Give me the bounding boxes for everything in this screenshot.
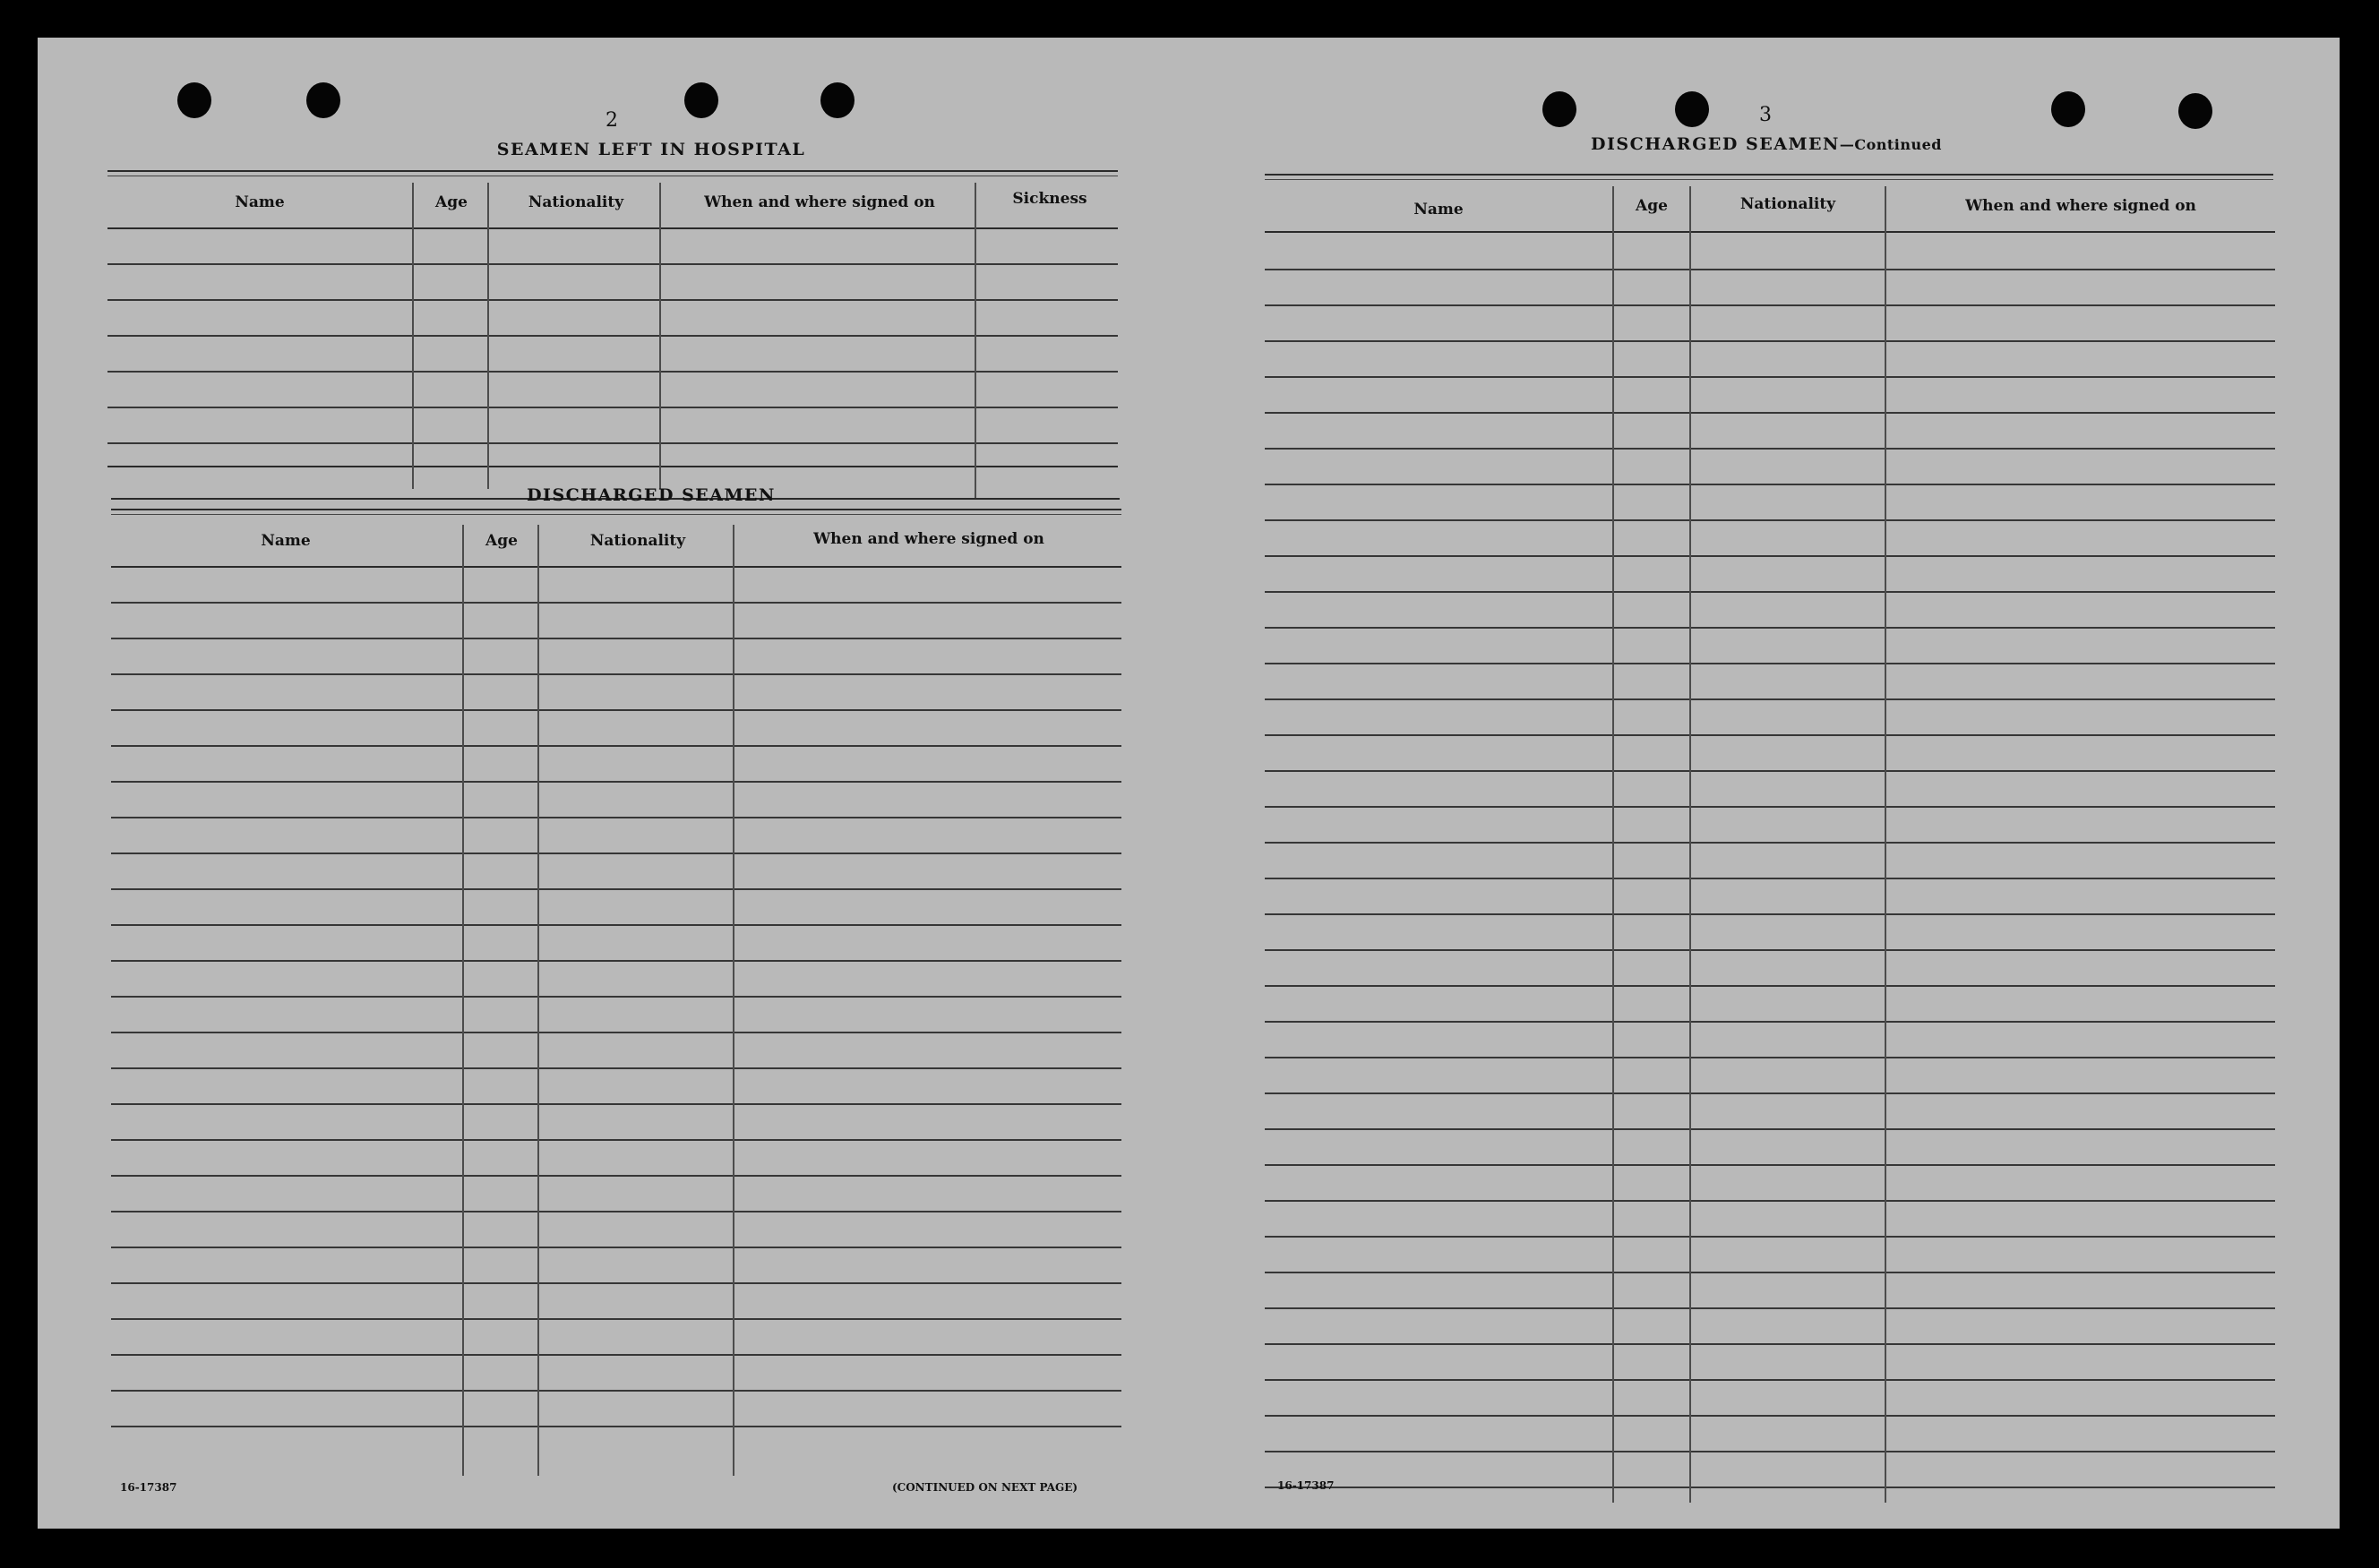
section-rule xyxy=(1265,174,2273,180)
table-row xyxy=(1265,698,2275,700)
column-divider xyxy=(537,525,539,1476)
column-divider xyxy=(462,525,464,1476)
table-row xyxy=(1265,878,2275,879)
table-row xyxy=(1265,1236,2275,1238)
table-row xyxy=(111,1390,1121,1392)
table-row xyxy=(1265,806,2275,808)
punch-hole xyxy=(684,82,718,118)
table-row xyxy=(1265,985,2275,987)
table-header-rule xyxy=(1265,231,2275,233)
page-number: 3 xyxy=(1759,104,1772,126)
table-row xyxy=(107,371,1118,373)
table-row xyxy=(1265,842,2275,844)
table-row xyxy=(111,924,1121,926)
table-row xyxy=(111,817,1121,818)
column-header-signed-on: When and where signed on xyxy=(813,530,1044,548)
table-row xyxy=(1265,1343,2275,1345)
table-row xyxy=(111,745,1121,747)
column-header-nationality: Nationality xyxy=(528,193,624,211)
table-row xyxy=(1265,484,2275,485)
table-row xyxy=(1265,1487,2275,1488)
table-row xyxy=(1265,304,2275,306)
punch-hole xyxy=(820,82,855,118)
table-row xyxy=(1265,555,2275,557)
table-row xyxy=(1265,1128,2275,1130)
column-divider xyxy=(733,525,734,1476)
column-divider xyxy=(1689,186,1691,1503)
punch-hole xyxy=(1542,91,1576,127)
column-header-name: Name xyxy=(261,532,311,550)
table-row xyxy=(111,1282,1121,1284)
column-header-nationality: Nationality xyxy=(589,532,686,550)
page-number: 2 xyxy=(605,109,618,132)
table-row xyxy=(1265,269,2275,270)
table-row xyxy=(1265,1379,2275,1381)
punch-hole xyxy=(1675,91,1709,127)
table-row xyxy=(111,1139,1121,1141)
punch-hole xyxy=(177,82,211,118)
column-header-name: Name xyxy=(1413,201,1464,218)
column-divider xyxy=(975,183,976,498)
table-row xyxy=(1265,591,2275,593)
table-row xyxy=(1265,1092,2275,1094)
table-row xyxy=(107,263,1118,265)
column-header-nationality: Nationality xyxy=(1739,195,1836,213)
column-header-signed-on: When and where signed on xyxy=(1965,197,2196,215)
form-number: 16-17387 xyxy=(1277,1479,1335,1492)
table-row xyxy=(1265,340,2275,342)
table-row xyxy=(1265,448,2275,450)
table-row xyxy=(111,638,1121,639)
table-bottom-rule xyxy=(107,466,1118,467)
column-header-name: Name xyxy=(235,193,285,211)
table-row xyxy=(1265,1164,2275,1166)
table-row xyxy=(111,960,1121,962)
table-row xyxy=(1265,949,2275,951)
form-number: 16-17387 xyxy=(120,1481,177,1494)
table-row xyxy=(1265,1451,2275,1452)
table-row xyxy=(111,853,1121,854)
table-row xyxy=(111,781,1121,783)
title-suffix: —Continued xyxy=(1839,136,1942,153)
table-row xyxy=(1265,913,2275,915)
table-row xyxy=(1265,770,2275,772)
table-row xyxy=(107,335,1118,337)
column-header-age: Age xyxy=(435,193,468,211)
column-divider xyxy=(1885,186,1886,1503)
continuation-note: (CONTINUED ON NEXT PAGE) xyxy=(892,1481,1078,1494)
table-row xyxy=(1265,376,2275,378)
punch-hole xyxy=(2178,93,2212,129)
table-row xyxy=(111,1175,1121,1177)
table-row xyxy=(111,1247,1121,1248)
table-row xyxy=(111,1426,1121,1427)
punch-hole xyxy=(306,82,340,118)
discharged-continued-title xyxy=(1578,134,1954,154)
scanned-form-sheet xyxy=(38,38,2340,1529)
table-row xyxy=(111,709,1121,711)
table-row xyxy=(111,673,1121,675)
section-rule xyxy=(107,170,1118,176)
table-row xyxy=(1265,663,2275,664)
table-row xyxy=(111,1354,1121,1356)
table-row xyxy=(1265,1057,2275,1058)
table-row xyxy=(1265,1272,2275,1273)
column-header-age: Age xyxy=(1636,197,1668,215)
column-divider xyxy=(412,183,414,489)
table-row xyxy=(111,1067,1121,1069)
table-header-rule xyxy=(111,566,1121,568)
table-row xyxy=(111,1211,1121,1212)
column-divider xyxy=(487,183,489,489)
section-rule xyxy=(111,509,1121,515)
table-row xyxy=(111,1103,1121,1105)
table-row xyxy=(1265,1200,2275,1202)
punch-hole xyxy=(2051,91,2085,127)
table-row xyxy=(1265,519,2275,521)
column-divider xyxy=(1612,186,1614,1503)
table-row xyxy=(1265,412,2275,414)
table-row xyxy=(107,299,1118,301)
table-row xyxy=(107,407,1118,408)
table-row xyxy=(1265,1021,2275,1023)
column-header-signed-on: When and where signed on xyxy=(704,193,935,211)
table-row xyxy=(111,602,1121,604)
column-header-age: Age xyxy=(485,532,518,550)
table-row xyxy=(111,888,1121,890)
table-row xyxy=(111,1318,1121,1320)
column-header-sickness: Sickness xyxy=(1012,190,1087,208)
table-row xyxy=(1265,627,2275,629)
table-row xyxy=(111,996,1121,998)
hospital-section-title: SEAMEN LEFT IN HOSPITAL xyxy=(496,140,806,159)
title-text: DISCHARGED SEAMEN xyxy=(1591,134,1840,154)
table-header-rule xyxy=(107,227,1118,229)
discharged-section-title: DISCHARGED SEAMEN xyxy=(527,485,776,505)
column-divider xyxy=(659,183,661,489)
table-row xyxy=(1265,1307,2275,1309)
table-row xyxy=(107,442,1118,444)
table-row xyxy=(1265,1415,2275,1417)
table-row xyxy=(1265,734,2275,736)
table-row xyxy=(111,1032,1121,1033)
